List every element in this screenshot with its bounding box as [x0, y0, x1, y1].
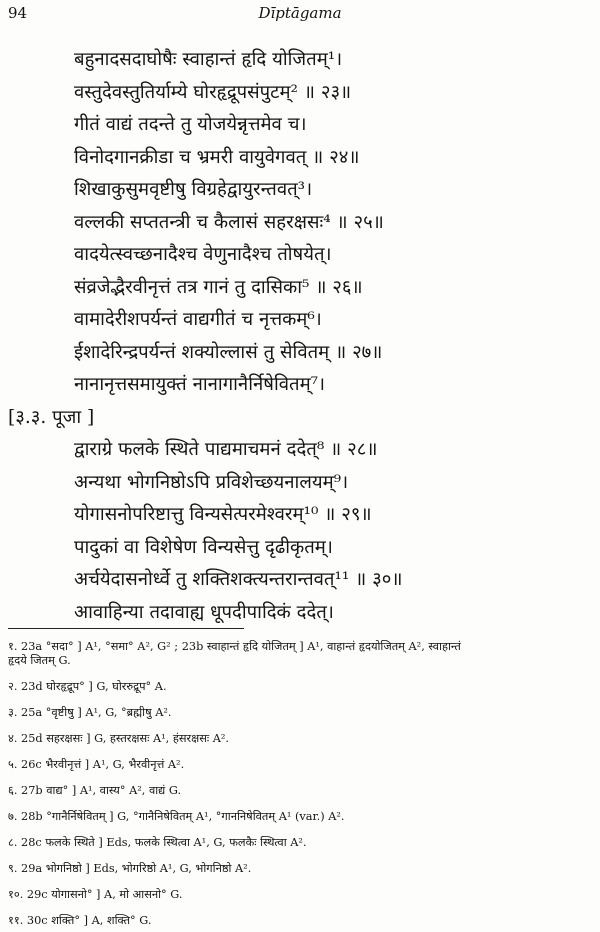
footnote: ६. 27b वाद्य° ] A¹, वास्य° A², वाद्यं G. [8, 784, 182, 797]
verse-line: नानानृत्तसमायुक्तं नानागानैर्निषेवितम्⁷। [74, 374, 326, 395]
footnote: ५. 26c भैरवीनृत्तं ] A¹, G, भैरवीनृत्तं A². [8, 758, 185, 771]
verse-line: वस्तुदेवस्तुतिर्याम्ये घोरहृद्रूपसंपुटम्² ॥ २३॥ [74, 81, 352, 103]
verse-line: बहुनादसदाघोषैः स्वाहान्तं हृदि योजितम्¹। [74, 49, 343, 70]
footnote-rule [8, 628, 244, 629]
verse-line: पादुकां वा विशेषेण विन्यसेत्तु दृढीकृतम्। [74, 536, 333, 558]
footnotes [8, 640, 588, 928]
footnote: ९. 29a भोगनिष्ठो ] Eds, भोगरिष्ठो A¹, G, भोगनिष्ठो A². [8, 862, 252, 875]
page-number: 94 [8, 4, 28, 22]
verse-line: आवाहिन्या तदावाह्य धूपदीपादिकं ददेत्। [74, 601, 334, 623]
footnote: १०. 29c योगासनो° ] A, मो आसनो° G. [8, 888, 183, 901]
footnote: हृदये जितम् G. [8, 654, 71, 667]
footnote: ११. 30c शक्ति° ] A, शक्ति° G. [8, 914, 152, 927]
footnote: १. 23a °सदा° ] A¹, °समा° A², G² ; 23b स्वाहान्तं हृदि योजितम् ] A¹, वाहान्तं हृदयोजितम् A², स्वाहान्तं [8, 640, 461, 653]
verse-line: गीतं वाद्यं तदन्ते तु योजयेन्नृत्तमेव च। [74, 114, 307, 135]
verse-line: विनोदगानक्रीडा च भ्रमरी वायुवेगवत् ॥ २४॥ [74, 146, 360, 168]
verse-line: शिखाकुसुमवृष्टीषु विग्रहेद्वायुरन्तवत्³। [74, 179, 313, 200]
footnote: ३. 25a °वृष्टीषु ] A¹, G, °ब्रह्मीषु A². [8, 706, 172, 719]
footnote: २. 23d घोरहृद्रूप° ] G, घोररुद्रूप° A. [8, 680, 167, 693]
running-title: Dīptāgama [258, 4, 342, 22]
verse-line: वल्लकी सप्ततन्त्री च कैलासं सहरक्षसः⁴ ॥ २५॥ [74, 211, 384, 233]
verse-line: वामादेरीशपर्यन्तं वाद्यगीतं च नृत्तकम्⁶। [74, 309, 322, 330]
verse-line: संव्रजेद्भैरवीनृत्तं तत्र गानं तु दासिका⁵ ॥ २६॥ [74, 276, 363, 298]
verse-line: योगासनोपरिष्टात्तु विन्यसेत्परमेश्वरम्¹⁰ ॥ २९॥ [74, 504, 372, 525]
verse-line: द्वाराग्रे फलके स्थिते पाद्यमाचमनं ददेत्⁸ ॥ २८॥ [74, 439, 378, 460]
footnote: ४. 25d सहरक्षसः ] G, हस्तरक्षसः A¹, हंसरक्षसः A². [8, 732, 229, 745]
section-heading: [३.३. पूजा ] [8, 406, 95, 428]
footnote: ८. 28c फलके स्थिते ] Eds, फलके स्थित्वा A¹, G, फलकैः स्थित्वा A². [8, 836, 307, 849]
page-header [0, 4, 600, 26]
verse-line: अन्यथा भोगनिष्ठोऽपि प्रविशेच्छयनालयम्⁹। [74, 471, 349, 493]
verse-line: वादयेत्स्वच्छनादैश्च वेणुनादैश्च तोषयेत्। [74, 244, 332, 265]
verse-line: अर्चयेदासनोर्ध्वे तु शक्तिशक्त्यन्तरान्तवत्¹¹ ॥ ३०॥ [74, 569, 403, 590]
verse-block [0, 44, 600, 629]
footnote: ७. 28b °गानैर्निषेवितम् ] G, °गानैनिषेवितम् A¹, °गाननिषेवितम् A¹ (var.) A². [8, 810, 345, 823]
verse-line: ईशादेरिन्द्रपर्यन्तं शक्योल्लासं तु सेवितम् ॥ २७॥ [74, 341, 383, 363]
